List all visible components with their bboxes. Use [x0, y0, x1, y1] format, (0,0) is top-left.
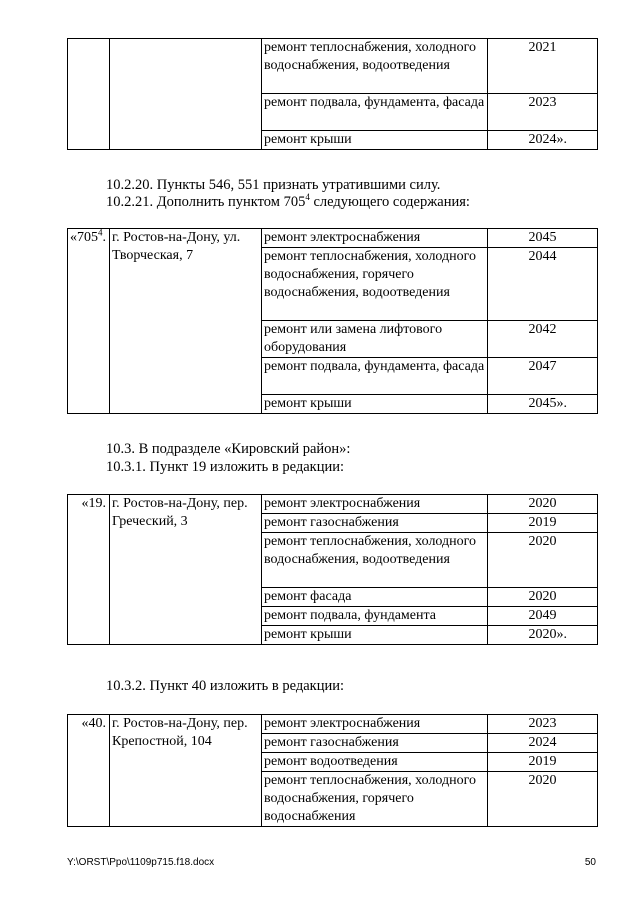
table-continuation: [67, 38, 598, 150]
work-cell: ремонт теплоснабжения, холодного водоснабжения, горячего водоснабжения: [262, 772, 488, 827]
work-cell: ремонт теплоснабжения, холодного водоснабжения, водоотведения: [262, 39, 488, 94]
work-cell: ремонт фасада: [262, 588, 488, 607]
num-cell: «40.: [68, 715, 110, 827]
year-cell: 2020: [488, 495, 598, 514]
table-item-19: [67, 494, 598, 645]
year-cell: 2020: [488, 533, 598, 588]
address-cell: г. Ростов-на-Дону, ул. Творческая, 7: [110, 229, 262, 414]
work-cell: ремонт крыши: [262, 626, 488, 645]
num-cell: [68, 39, 110, 150]
footer-path: Y:\ORST\Ppo\1109p715.f18.docx: [67, 857, 215, 868]
year-cell: 2045».: [488, 395, 598, 414]
paragraph-text: 10.2.21. Дополнить пунктом 705: [106, 194, 306, 210]
year-cell: 2045: [488, 229, 598, 248]
paragraph: 10.3. В подразделе «Кировский район»:: [106, 441, 351, 457]
item-number: «705: [70, 230, 98, 245]
paragraph: 10.3.1. Пункт 19 изложить в редакции:: [106, 459, 345, 475]
year-cell: 2019: [488, 514, 598, 533]
year-cell: 2021: [488, 39, 598, 94]
paragraph: 10.2.20. Пункты 546, 551 признать утратившими силу.: [106, 177, 441, 193]
year-cell: 2023: [488, 715, 598, 734]
address-cell: [110, 39, 262, 150]
paragraph-text: следующего содержания:: [309, 194, 470, 210]
table-row: [68, 495, 598, 514]
page-number: 50: [584, 857, 596, 868]
num-cell: «19.: [68, 495, 110, 645]
table-item-40: [67, 714, 598, 827]
year-cell: 2019: [488, 753, 598, 772]
num-cell: [68, 229, 110, 414]
item-number-suffix: .: [102, 230, 106, 245]
superscript: 4: [305, 192, 310, 203]
work-cell: ремонт теплоснабжения, холодного водоснабжения, горячего водоснабжения, водоотведения: [262, 248, 488, 321]
work-cell: ремонт крыши: [262, 395, 488, 414]
work-cell: ремонт крыши: [262, 131, 488, 150]
work-cell: ремонт подвала, фундамента: [262, 607, 488, 626]
year-cell: 2042: [488, 321, 598, 358]
year-cell: 2024: [488, 734, 598, 753]
year-cell: 2020: [488, 772, 598, 827]
superscript: 4: [98, 228, 103, 238]
work-cell: ремонт или замена лифтового оборудования: [262, 321, 488, 358]
year-cell: 2049: [488, 607, 598, 626]
year-cell: 2044: [488, 248, 598, 321]
work-cell: ремонт водоотведения: [262, 753, 488, 772]
work-cell: ремонт электроснабжения: [262, 715, 488, 734]
table-item-705: [67, 228, 598, 414]
table-row: [68, 715, 598, 734]
year-cell: 2024».: [488, 131, 598, 150]
table-row: [68, 229, 598, 248]
work-cell: ремонт теплоснабжения, холодного водоснабжения, водоотведения: [262, 533, 488, 588]
paragraph: 10.3.2. Пункт 40 изложить в редакции:: [106, 678, 345, 694]
address-cell: г. Ростов-на-Дону, пер. Крепостной, 104: [110, 715, 262, 827]
paragraph: [106, 193, 470, 211]
year-cell: 2020».: [488, 626, 598, 645]
work-cell: ремонт электроснабжения: [262, 229, 488, 248]
work-cell: ремонт подвала, фундамента, фасада: [262, 94, 488, 131]
year-cell: 2020: [488, 588, 598, 607]
table-row: [68, 39, 598, 94]
year-cell: 2023: [488, 94, 598, 131]
work-cell: ремонт подвала, фундамента, фасада: [262, 358, 488, 395]
year-cell: 2047: [488, 358, 598, 395]
work-cell: ремонт электроснабжения: [262, 495, 488, 514]
address-cell: г. Ростов-на-Дону, пер. Греческий, 3: [110, 495, 262, 645]
work-cell: ремонт газоснабжения: [262, 514, 488, 533]
work-cell: ремонт газоснабжения: [262, 734, 488, 753]
